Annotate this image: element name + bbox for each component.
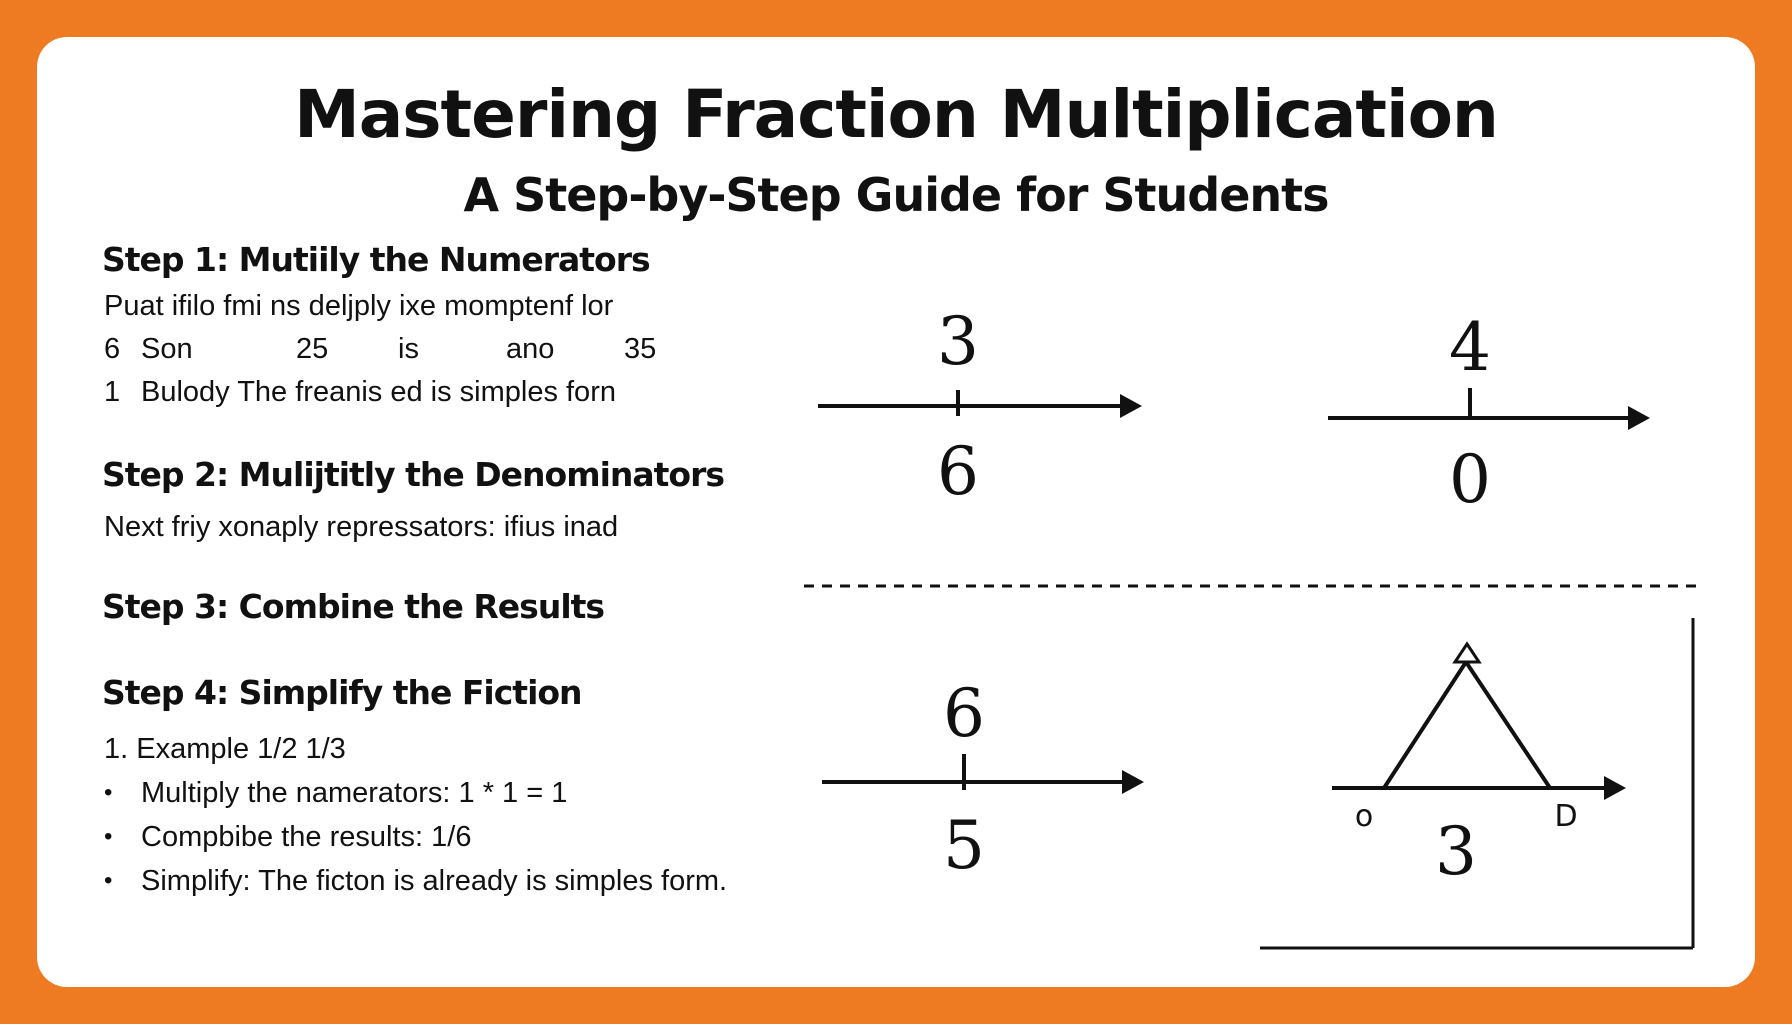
step-1-row-3-number: 1 xyxy=(104,376,121,408)
step-2-heading: Step 2: Mulijtitly the Denominators xyxy=(102,455,725,494)
step-1-line-1: Puat ifilo fmi ns deljply ixe momptenf lor xyxy=(104,290,614,322)
step-1-row-2-item: is xyxy=(398,333,419,365)
denominator-label: 5 xyxy=(943,807,985,884)
numerator-label: 3 xyxy=(937,303,979,380)
number-line-top-right xyxy=(1328,309,1650,518)
arrow-head-icon xyxy=(1604,776,1626,800)
step-1-row-2-item: ano xyxy=(506,333,555,365)
bullet-icon: • xyxy=(104,867,113,894)
step-4-item-3: Compbibe the results: 1/6 xyxy=(141,821,472,853)
bottom-number-label: 3 xyxy=(1435,813,1477,890)
step-4-item-1: 1. Example 1/2 1/3 xyxy=(104,733,346,765)
page-subtitle: A Step-by-Step Guide for Students xyxy=(463,168,1329,222)
step-1-row-2-item: 25 xyxy=(296,333,329,365)
step-4-item-2: Multiply the namerators: 1 * 1 = 1 xyxy=(141,777,568,809)
denominator-label: 0 xyxy=(1449,441,1491,518)
step-4-heading: Step 4: Simplify the Fiction xyxy=(102,673,582,712)
arrow-head-icon xyxy=(1628,406,1650,430)
step-1-row-2-item: Son xyxy=(141,333,193,365)
arrow-head-icon xyxy=(1122,770,1144,794)
numerator-label: 6 xyxy=(943,675,985,752)
left-point-label: o xyxy=(1354,799,1374,834)
triangle-diagram xyxy=(1260,618,1693,948)
page-title: Mastering Fraction Multiplication xyxy=(294,76,1498,153)
apex-marker-icon xyxy=(1455,644,1479,662)
bullet-icon: • xyxy=(104,823,113,850)
right-point-label: D xyxy=(1554,799,1578,834)
number-line-top-left xyxy=(818,303,1142,510)
number-line-bottom-left xyxy=(822,675,1144,884)
step-2-line-1: Next friy xonaply repressators: ifius inad xyxy=(104,511,619,543)
triangle-shape xyxy=(1384,662,1550,788)
numerator-label: 4 xyxy=(1449,309,1491,386)
step-3-heading: Step 3: Combine the Results xyxy=(102,587,605,626)
step-1-heading: Step 1: Mutiily the Numerators xyxy=(102,240,650,279)
arrow-head-icon xyxy=(1120,394,1142,418)
step-1-row-2-item: 35 xyxy=(624,333,657,365)
bullet-icon: • xyxy=(104,779,113,806)
step-1-row-2-item: 6 xyxy=(104,333,121,365)
denominator-label: 6 xyxy=(937,433,979,510)
step-1-row-3-text: Bulody The freanis ed is simples forn xyxy=(141,376,616,408)
step-4-item-4: Simplify: The ficton is already is simples form. xyxy=(141,865,728,897)
